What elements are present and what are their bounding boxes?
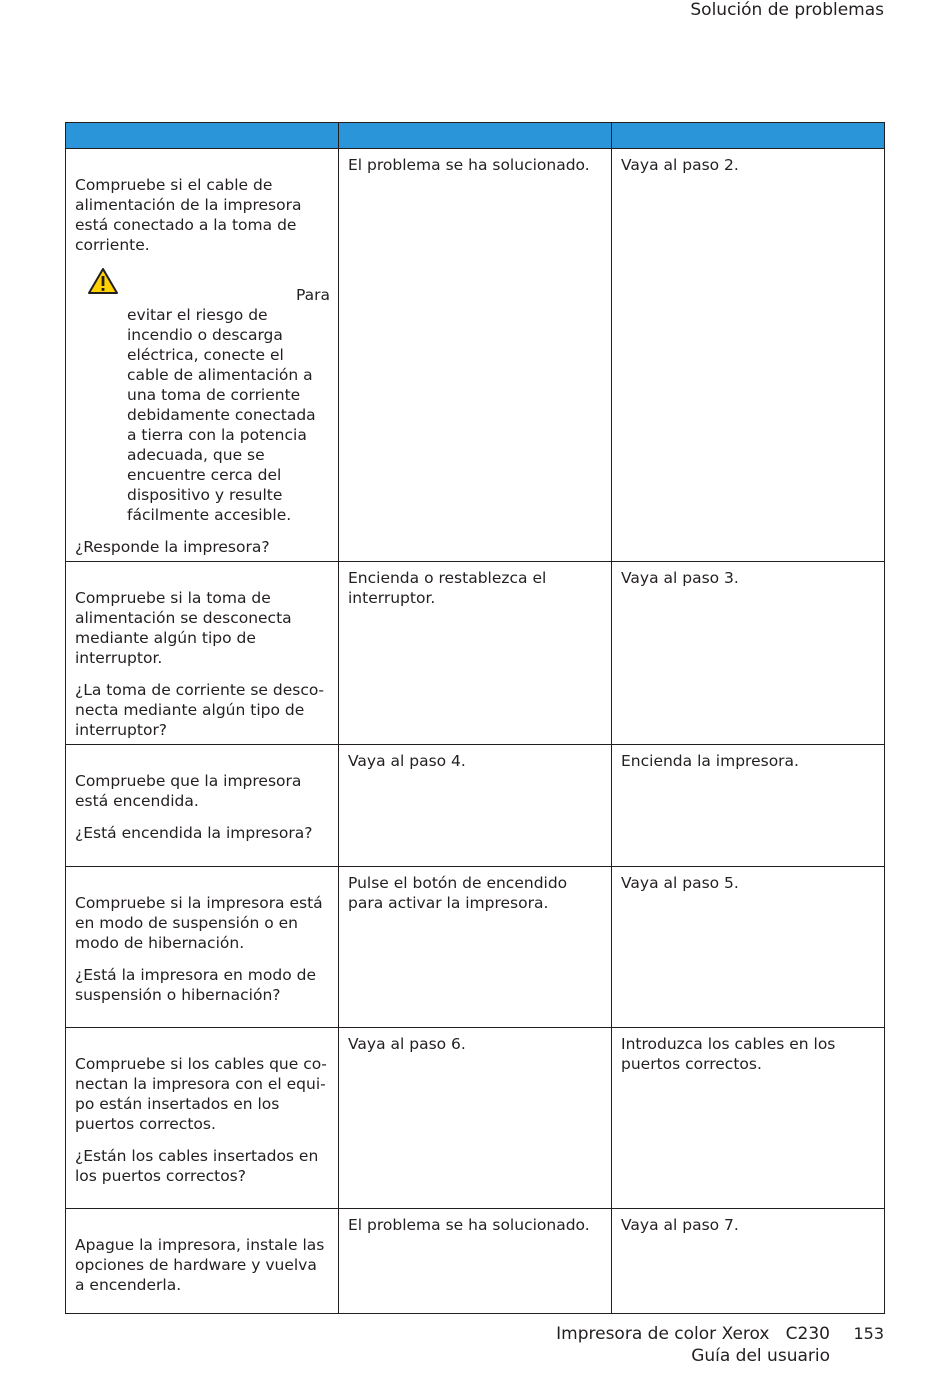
action-cell	[66, 1028, 339, 1209]
action-cell	[66, 149, 339, 562]
question-text: ¿Responde la impresora?	[75, 538, 270, 556]
action-text: Compruebe si los cables que conectan la impresora con el equipo están insertados en los puertos correctos.	[75, 1055, 327, 1133]
header-cell-no	[612, 123, 885, 149]
header-cell-yes	[339, 123, 612, 149]
yes-cell: Vaya al paso 4.	[339, 745, 612, 867]
yes-cell: El problema se ha solucionado.	[339, 149, 612, 562]
step-label	[75, 1034, 330, 1054]
table-row	[66, 1209, 885, 1314]
table-row	[66, 1028, 885, 1209]
table-row	[66, 745, 885, 867]
footer-document-info	[556, 1323, 830, 1367]
action-cell	[66, 745, 339, 867]
no-cell: Vaya al paso 5.	[612, 867, 885, 1028]
table-header-row	[66, 123, 885, 149]
no-cell: Encienda la impresora.	[612, 745, 885, 867]
warning-text: evitar el riesgo de incendio o descarga eléctrica, conecte el cable de alimentación a una toma de corriente debidamente conectada a tierra con la potencia adecuada, que se encuentre cerca del dispositivo y resulte fácilmente accesible.	[127, 306, 316, 524]
table-row	[66, 562, 885, 745]
step-label	[75, 751, 330, 771]
action-text: Apague la impresora, instale las opciones de hardware y vuelva a encenderla.	[75, 1236, 325, 1294]
page-number: 153	[853, 1324, 884, 1343]
question-text: ¿Está encendida la impresora?	[75, 824, 313, 842]
warning-note	[75, 267, 330, 525]
question-text: ¿Están los cables insertados en los puertos correctos?	[75, 1147, 319, 1185]
yes-cell: Encienda o restablezca el interruptor.	[339, 562, 612, 745]
header-cell-action	[66, 123, 339, 149]
footer-product: Impresora de color Xerox C230	[556, 1324, 830, 1344]
warning-lead: Para	[295, 286, 330, 304]
step-label	[75, 155, 330, 175]
step-label	[75, 1215, 330, 1235]
question-text: ¿Está la impresora en modo de suspensión o hibernación?	[75, 966, 316, 1004]
no-cell: Vaya al paso 7.	[612, 1209, 885, 1314]
running-header: Solución de problemas	[690, 0, 884, 20]
action-text: Compruebe si el cable de alimentación de la impresora está conectado a la toma de corriente.	[75, 176, 302, 254]
no-cell: Vaya al paso 2.	[612, 149, 885, 562]
yes-cell: Pulse el botón de encendido para activar la impresora.	[339, 867, 612, 1028]
troubleshooting-table	[65, 122, 885, 1314]
question-text: ¿La toma de corriente se desconecta mediante algún tipo de interruptor?	[75, 681, 324, 739]
table-row	[66, 149, 885, 562]
step-label	[75, 873, 330, 893]
action-text: Compruebe que la impresora está encendida.	[75, 772, 302, 810]
action-text: Compruebe si la impresora está en modo de suspensión o en modo de hibernación.	[75, 894, 323, 952]
action-cell	[66, 562, 339, 745]
action-cell	[66, 867, 339, 1028]
no-cell: Introduzca los cables en los puertos correctos.	[612, 1028, 885, 1209]
action-text: Compruebe si la toma de alimentación se desconecta mediante algún tipo de interruptor.	[75, 589, 292, 667]
no-cell: Vaya al paso 3.	[612, 562, 885, 745]
yes-cell: Vaya al paso 6.	[339, 1028, 612, 1209]
step-label	[75, 568, 330, 588]
yes-cell: El problema se ha solucionado.	[339, 1209, 612, 1314]
warning-triangle-icon	[87, 267, 119, 295]
action-cell	[66, 1209, 339, 1314]
footer-guide: Guía del usuario	[691, 1346, 830, 1366]
table-row	[66, 867, 885, 1028]
